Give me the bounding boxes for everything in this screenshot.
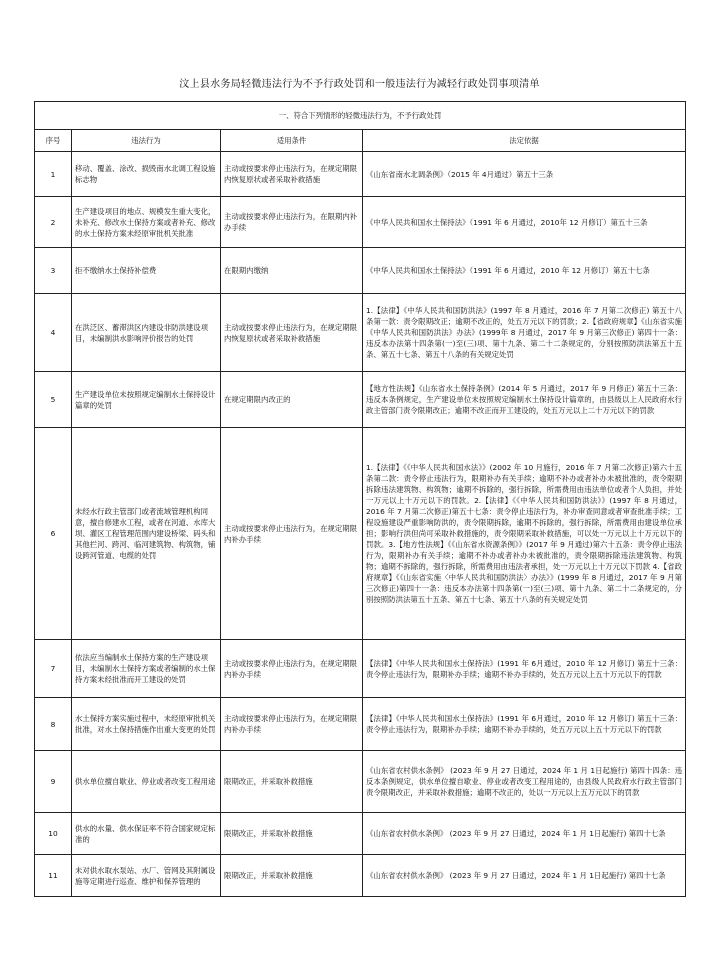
section-heading: 一、符合下列情形的轻微违法行为，不予行政处罚 [35,102,686,130]
legal-basis-cell: 《中华人民共和国水土保持法》（1991 年 6 月通过，2010 年 12 月修订）第五十七条 [363,248,686,294]
legal-basis-cell: 1.【法律】《《中华人民共和国水法》》(2002 年 10 月施行，2016 年 7 月第二次修正)第六十五条第二款：责令停止违法行为，限期补办有关手续；逾期不补办或者补办未被批准的，责令限期拆除违法建筑物、构筑物；逾期不拆除的，强行拆除，所需费用由违法单位或者个人负担，并处一万元以上十万元以下的罚款。2.【法律】《《中华人民共和国防洪法》》(1997 年 8 月通过，2016 年 7 月第二次修正)第五十七条：责令停止违法行为，补办审查同意或者审查批准手续；工程设施建设严重影响防洪的，责令限期拆除，逾期不拆除的，强行拆除，所需费用由建设单位承担；影响行洪但尚可采取补救措施的，责令限期采取补救措施，可以处一万元以上十万元以下的罚款。3.【地方性法规】《《山东省水资源条例》》(2017 年 9 月通过)第六十五条：责令停止违法行为，限期补办有关手续；逾期不补办或者补办未被批准的，责令限期拆除违法建筑物、构筑物；逾期不拆除的，强行拆除，所需费用由违法者承担，处一万元以上十万元以下罚款 4.【省政府规章】《《山东省实施〈中华人民共和国防洪法〉办法》》(1999 年 8 月通过，2017 年 9 月第三次修正)第四十一条：违反本办法第十四条第(一)至(三)项、第十九条、第二十二条规定的，分别按照防洪法第五十五条、第五十七条、第五十八条的有关规定处罚 [363,428,686,640]
row-number: 4 [35,294,72,372]
violation-cell: 依法应当编制水土保持方案的生产建设项目，未编制水土保持方案或者编制的水土保持方案未经批准而开工建设的处罚 [72,640,221,698]
violation-cell: 未经水行政主管部门或者流域管理机构同意，擅自修建水工程，或者在河道、水库大坝、灌区工程管理范围内建设桥梁、码头和其他拦河、跨河、临河建筑物、构筑物，铺设跨河管道、电缆的处罚 [72,428,221,640]
col-header-basis: 法定依据 [363,130,686,152]
section-row [35,102,686,130]
condition-cell: 主动或按要求停止违法行为，在规定期限内补办手续 [221,698,363,751]
violation-cell: 供水的水量、供水保证率不符合国家规定标准的 [72,813,221,855]
legal-basis-cell: 【地方性法规】《山东省水土保持条例》(2014 年 5 月通过，2017 年 9 月修正) 第五十三条：违反本条例规定，生产建设单位未按照规定编制水土保持设计篇章的，由县级以上人民政府水行政主管部门责令限期改正；逾期不改正而开工建设的，处五万元以上二十万元以下的罚款 [363,372,686,428]
row-number: 1 [35,152,72,197]
row-number: 2 [35,197,72,248]
violation-cell: 生产建设项目的地点、规模发生重大变化，未补充、修改水土保持方案或者补充、修改的水土保持方案未经原审批机关批准 [72,197,221,248]
condition-cell: 限期改正，并采取补救措施 [221,813,363,855]
condition-cell: 主动或按要求停止违法行为，在规定期限内补办手续 [221,428,363,640]
row-number: 6 [35,428,72,640]
violation-cell: 生产建设单位未按照规定编制水土保持设计篇章的处罚 [72,372,221,428]
violation-cell: 拒不缴纳水土保持补偿费 [72,248,221,294]
legal-basis-cell: 《山东省南水北调条例》（2015 年 4月通过）第五十三条 [363,152,686,197]
row-number: 9 [35,751,72,813]
legal-basis-cell: 《山东省农村供水条例》 (2023 年 9 月 27 日通过，2024 年 1 月 1日起施行) 第四十七条 [363,855,686,897]
table-row [35,813,686,855]
row-number: 11 [35,855,72,897]
condition-cell: 在限期内缴纳 [221,248,363,294]
legal-basis-cell: 《中华人民共和国水土保持法》（1991 年 6 月通过，2010年 12 月修订）第五十三条 [363,197,686,248]
condition-cell: 限期改正，并采取补救措施 [221,751,363,813]
violation-cell: 供水单位擅自歇业、停业或者改变工程用途 [72,751,221,813]
row-number: 7 [35,640,72,698]
table-row [35,197,686,248]
violation-cell: 移动、覆盖、涂改、损毁南水北调工程设施标志物 [72,152,221,197]
table-row [35,751,686,813]
table-row [35,855,686,897]
col-header-act: 违法行为 [72,130,221,152]
table-row [35,428,686,640]
row-number: 5 [35,372,72,428]
legal-basis-cell: 【法律】《中华人民共和国水土保持法》(1991 年 6月通过，2010 年 12 月修订) 第五十三条：责令停止违法行为，限期补办手续；逾期不补办手续的，处五万元以上五十万元以下的罚款 [363,698,686,751]
table-row [35,640,686,698]
legal-basis-cell: 1.【法律】《中华人民共和国防洪法》(1997 年 8 月通过，2016 年 7 月第二次修正) 第五十八条第一款：责令限期改正；逾期不改正的，处五万元以下的罚款；2.【省政府规章】《山东省实施《中华人民共和国防洪法》办法》(1999年 8 月通过，2017 年 9 月第三次修正) 第四十一条：违反本办法第十四条第(一)至(三)项、第十九条、第二十二条规定的，分别按照防洪法第五十五条、第五十七条、第五十八条的有关规定处罚 [363,294,686,372]
condition-cell: 主动或按要求停止违法行为，在规定期限内恢复原状或者采取补救措施 [221,294,363,372]
table-row [35,152,686,197]
col-header-no: 序号 [35,130,72,152]
legal-basis-cell: 《山东省农村供水条例》 (2023 年 9 月 27 日通过，2024 年 1 月 1日起施行) 第四十七条 [363,813,686,855]
col-header-cond: 适用条件 [221,130,363,152]
legal-basis-cell: 【法律】《中华人民共和国水土保持法》(1991 年 6月通过，2010 年 12 月修订) 第五十三条：责令停止违法行为，限期补办手续；逾期不补办手续的，处五万元以上五十万元以下的罚款 [363,640,686,698]
penalty-table [34,101,686,897]
row-number: 3 [35,248,72,294]
condition-cell: 主动或按要求停止违法行为，在规定期限内恢复原状或者采取补救措施 [221,152,363,197]
table-row [35,372,686,428]
table-row [35,294,686,372]
row-number: 8 [35,698,72,751]
violation-cell: 水土保持方案实施过程中，未经原审批机关批准，对水土保持措施作出重大变更的处罚 [72,698,221,751]
violation-cell: 在洪泛区、蓄滞洪区内建设非防洪建设项目，未编制洪水影响评价报告的处罚 [72,294,221,372]
table-row [35,248,686,294]
condition-cell: 主动或按要求停止违法行为，在限期内补办手续 [221,197,363,248]
condition-cell: 限期改正，并采取补救措施 [221,855,363,897]
violation-cell: 未对供水取水泵站、水厂、管网及其附属设施等定期进行巡查、维护和保养管理的 [72,855,221,897]
legal-basis-cell: 《山东省农村供水条例》 (2023 年 9 月 27 日通过，2024 年 1 月 1日起施行) 第四十四条：违反本条例规定，供水单位擅自歇业、停业或者改变工程用途的，由县级人民政府水行政主管部门责令限期改正，并采取补救措施；逾期不改正的，处以一万元以上五万元以下的罚款 [363,751,686,813]
condition-cell: 在规定期限内改正的 [221,372,363,428]
table-row [35,698,686,751]
condition-cell: 主动或按要求停止违法行为，在规定期限内补办手续 [221,640,363,698]
row-number: 10 [35,813,72,855]
header-row [35,130,686,152]
document-title: 汶上县水务局轻微违法行为不予行政处罚和一般违法行为减轻行政处罚事项清单 [179,79,540,90]
